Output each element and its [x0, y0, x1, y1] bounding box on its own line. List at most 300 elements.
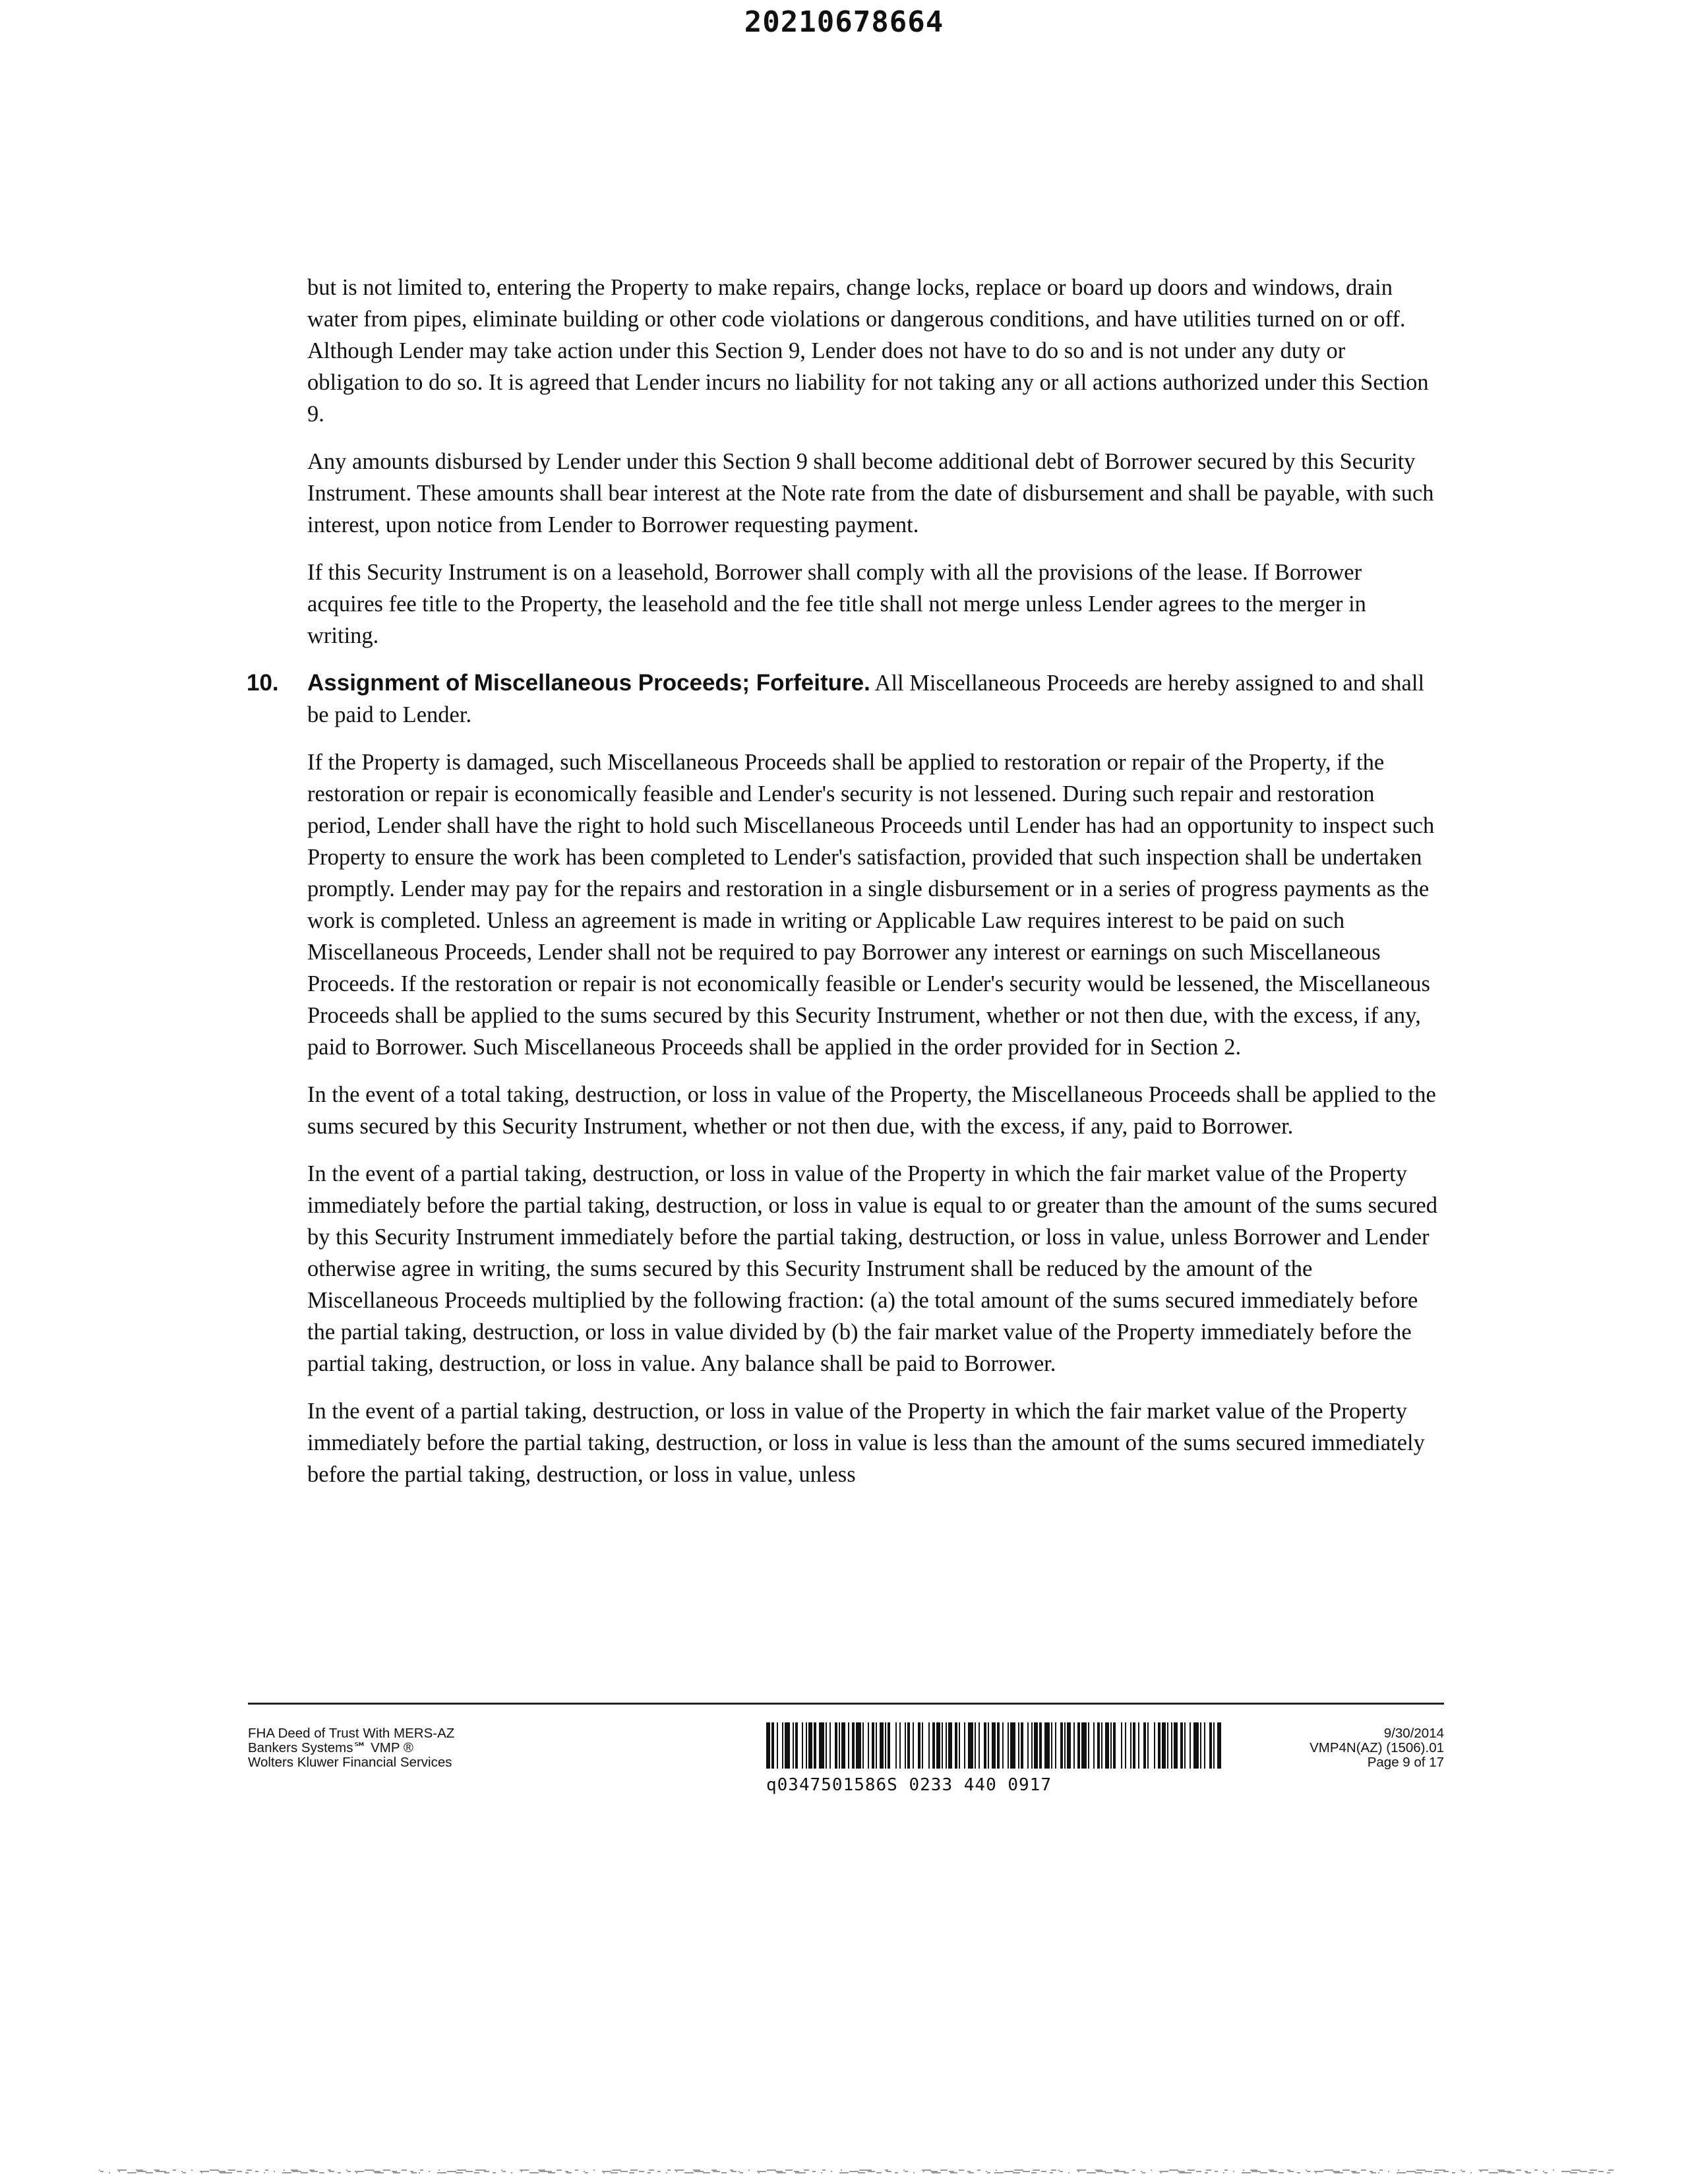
barcode-bar	[1097, 1722, 1100, 1769]
scan-noise-speck	[649, 2169, 654, 2171]
scan-noise-speck	[905, 2171, 908, 2172]
barcode-bar	[1081, 1722, 1087, 1769]
scan-noise-speck	[136, 2169, 143, 2171]
footer-form-title: FHA Deed of Trust With MERS-AZ	[248, 1726, 455, 1741]
scan-noise-speck	[1499, 2171, 1508, 2172]
section-10-number: 10.	[247, 670, 279, 696]
scan-noise-speck	[1087, 2172, 1096, 2173]
scan-noise-speck	[1242, 2172, 1251, 2173]
scan-noise-speck	[255, 2171, 258, 2172]
scan-noise-speck	[913, 2172, 915, 2173]
barcode-bar	[1174, 1722, 1178, 1769]
scan-noise-speck	[375, 2172, 384, 2173]
scan-noise-speck	[996, 2169, 997, 2171]
scan-noise-speck	[1077, 2169, 1086, 2171]
scan-noise-speck	[346, 2169, 347, 2171]
scan-noise-speck	[1580, 2171, 1587, 2172]
barcode-bar	[872, 1722, 874, 1769]
scan-noise-speck	[1371, 2172, 1376, 2173]
scan-noise-speck	[1534, 2169, 1538, 2171]
scan-noise-speck	[657, 2171, 661, 2172]
barcode-bar	[1073, 1722, 1075, 1769]
scan-noise-speck	[456, 2172, 463, 2173]
scan-noise-speck	[932, 2172, 941, 2173]
barcode-bar	[988, 1722, 989, 1769]
scan-noise-speck	[402, 2169, 407, 2171]
scan-noise-speck	[356, 2172, 357, 2173]
scan-noise-speck	[1287, 2169, 1290, 2171]
barcode-bar	[1088, 1722, 1089, 1769]
scan-noise-speck	[292, 2171, 301, 2172]
scan-noise-speck	[684, 2172, 694, 2173]
scan-noise-speck	[309, 2169, 315, 2171]
scan-noise-speck	[484, 2171, 489, 2172]
barcode-bar	[942, 1722, 943, 1769]
scan-noise-speck	[1068, 2172, 1070, 2173]
scan-noise-speck	[666, 2172, 667, 2173]
scan-noise-speck	[620, 2171, 628, 2172]
scan-noise-speck	[565, 2171, 568, 2172]
scan-noise-speck	[794, 2171, 799, 2172]
barcode-bar	[1051, 1722, 1052, 1769]
barcode-bar	[856, 1722, 861, 1769]
scan-noise-speck	[419, 2172, 420, 2173]
scan-noise-speck	[1379, 2169, 1383, 2171]
footer-form-info	[248, 1726, 454, 1770]
scan-noise-speck	[1297, 2172, 1300, 2173]
scan-noise-speck	[611, 2172, 618, 2173]
scan-noise-speck	[1269, 2169, 1274, 2171]
barcode-bar	[885, 1722, 886, 1769]
scan-noise-speck	[1570, 2172, 1577, 2173]
barcode-bar	[1008, 1722, 1009, 1769]
scan-noise-speck	[930, 2171, 938, 2172]
scan-noise-speck	[501, 2169, 502, 2171]
barcode-bar	[852, 1722, 855, 1769]
scan-noise-speck	[127, 2172, 136, 2173]
barcode-bar	[835, 1722, 837, 1769]
barcode-bar	[905, 1722, 906, 1769]
barcode-bar	[862, 1722, 864, 1769]
scan-noise-speck	[1398, 2169, 1399, 2171]
scan-noise-speck	[1114, 2169, 1119, 2171]
barcode-bar	[997, 1722, 1000, 1769]
scan-noise-speck	[355, 2171, 364, 2172]
scan-noise-speck	[1361, 2169, 1366, 2171]
barcode-bar	[814, 1722, 816, 1769]
scan-noise-speck	[538, 2169, 545, 2171]
barcode-bar	[936, 1722, 940, 1769]
scan-noise-speck	[1571, 2169, 1581, 2171]
scan-noise-speck	[1433, 2172, 1439, 2173]
scan-noise-speck	[1561, 2171, 1571, 2172]
scan-noise-speck	[1497, 2169, 1505, 2171]
scan-noise-speck	[1370, 2171, 1373, 2172]
scan-noise-speck	[1470, 2172, 1472, 2173]
scan-noise-speck	[612, 2169, 621, 2171]
scan-noise-speck	[566, 2172, 572, 2173]
scan-noise-speck	[237, 2171, 242, 2172]
scan-noise-speck	[393, 2172, 400, 2173]
scan-noise-speck	[923, 2171, 924, 2172]
barcode-bar	[1093, 1722, 1095, 1769]
scan-noise-speck	[630, 2169, 638, 2171]
scan-noise-speck	[858, 2172, 865, 2173]
barcode-bar	[1027, 1722, 1029, 1769]
scan-noise-speck	[730, 2169, 733, 2171]
scan-noise-speck	[859, 2169, 868, 2171]
scan-noise-speck	[521, 2171, 522, 2172]
barcode-bar	[948, 1722, 952, 1769]
scan-noise-speck	[191, 2169, 193, 2171]
scan-noise-speck	[338, 2172, 341, 2173]
scan-noise-speck	[1378, 2172, 1379, 2173]
scan-noise-speck	[457, 2169, 466, 2171]
scan-noise-speck	[711, 2169, 717, 2171]
scan-noise-speck	[1169, 2169, 1178, 2171]
scan-noise-speck	[1115, 2171, 1122, 2172]
scan-noise-speck	[1406, 2171, 1416, 2172]
footer-form-meta	[1253, 1726, 1444, 1770]
barcode-bar	[795, 1722, 798, 1769]
scan-noise-speck	[969, 2172, 974, 2173]
scan-noise-speck	[629, 2172, 634, 2173]
scan-noise-speck	[109, 2172, 110, 2173]
scan-noise-speck	[1270, 2171, 1277, 2172]
recording-number: 20210678664	[744, 5, 944, 39]
scan-noise-speck	[173, 2169, 176, 2171]
scan-noise-speck	[1553, 2169, 1554, 2171]
barcode-bar	[1158, 1722, 1160, 1769]
scan-noise-speck	[1416, 2169, 1426, 2171]
paragraph-partial-taking-greater: In the event of a partial taking, destruction, or loss in value of the Property in which the fair market value of the Property immediately before the partial taking, destruction, or loss in value is equal to or greater than the amount of the sums secured by this Security Instrument immediately before the partial taking, destruction, or loss in value, unless Borrower and Lender otherwise agree in writing, the sums secured by this Security Instrument shall be reduced by the amount of the Miscellaneous Proceeds multiplied by the following fraction: (a) the total amount of the sums secured immediately before the partial taking, destruction, or loss in value divided by (b) the fair market value of the Property immediately before the partial taking, destruction, or loss in value. Any balance shall be paid to Borrower.	[307, 1161, 1437, 1376]
scan-noise-speck	[994, 2172, 1004, 2173]
scan-edge-noise	[99, 2169, 1615, 2175]
scan-noise-speck	[548, 2172, 555, 2173]
barcode-bar	[1067, 1722, 1071, 1769]
scan-noise-speck	[447, 2171, 456, 2172]
scan-noise-speck	[885, 2169, 888, 2171]
barcode-bar	[1060, 1722, 1063, 1769]
barcode-bar	[1130, 1722, 1131, 1769]
scan-noise-speck	[731, 2171, 737, 2172]
footer-date: 9/30/2014	[1383, 1726, 1444, 1741]
scan-noise-speck	[483, 2169, 486, 2171]
scan-noise-speck	[1608, 2169, 1613, 2171]
scan-noise-speck	[181, 2171, 183, 2172]
scan-noise-speck	[1060, 2171, 1063, 2172]
scan-noise-speck	[1206, 2169, 1211, 2171]
scan-noise-speck	[1196, 2171, 1201, 2172]
scan-noise-speck	[1122, 2171, 1126, 2172]
barcode-bar	[841, 1722, 845, 1769]
barcode-bar	[1018, 1722, 1019, 1769]
scan-noise-speck	[1078, 2171, 1079, 2172]
barcode-bar	[1002, 1722, 1004, 1769]
barcode-bar	[1010, 1722, 1015, 1769]
barcode-bar	[955, 1722, 957, 1769]
scan-noise-speck	[365, 2169, 374, 2171]
scan-noise-speck	[950, 2172, 957, 2173]
barcode-bar	[1101, 1722, 1102, 1769]
scan-noise-speck	[667, 2169, 671, 2171]
scan-noise-speck	[511, 2172, 512, 2173]
scan-noise-speck	[466, 2171, 473, 2172]
scan-noise-speck	[940, 2169, 948, 2171]
scan-noise-speck	[347, 2171, 351, 2172]
scan-noise-speck	[821, 2172, 822, 2173]
barcode-bar	[1209, 1722, 1212, 1769]
barcode-bar	[1200, 1722, 1201, 1769]
scan-noise-speck	[1023, 2171, 1030, 2172]
scan-noise-speck	[245, 2172, 249, 2173]
barcode-bar	[1064, 1722, 1066, 1769]
scan-noise-speck	[1333, 2171, 1340, 2172]
barcode-bar	[1021, 1722, 1023, 1769]
scan-noise-speck	[438, 2169, 440, 2171]
scan-noise-speck	[119, 2171, 120, 2172]
footer-form-code: VMP4N(AZ) (1506).01	[1310, 1740, 1444, 1755]
scan-noise-speck	[1479, 2169, 1488, 2171]
scan-noise-speck	[713, 2171, 720, 2172]
scan-noise-speck	[831, 2171, 832, 2172]
scan-noise-speck	[557, 2169, 562, 2171]
scan-noise-speck	[676, 2171, 677, 2172]
barcode-bar	[1044, 1722, 1050, 1769]
barcode-bar	[819, 1722, 824, 1769]
scan-noise-speck	[777, 2172, 786, 2173]
scan-noise-speck	[1288, 2171, 1294, 2172]
barcode-bar	[1147, 1722, 1149, 1769]
barcode-bar	[766, 1722, 770, 1769]
scan-noise-speck	[903, 2169, 905, 2171]
scan-noise-speck	[117, 2169, 127, 2171]
scan-noise-speck	[986, 2171, 987, 2172]
barcode-bar	[876, 1722, 877, 1769]
scan-noise-speck	[264, 2172, 265, 2173]
scan-noise-speck	[575, 2169, 578, 2171]
barcode-bar	[1171, 1722, 1172, 1769]
scan-noise-speck	[1050, 2172, 1053, 2173]
scan-noise-speck	[738, 2171, 740, 2172]
scan-noise-speck	[1342, 2169, 1350, 2171]
scan-noise-speck	[1151, 2169, 1152, 2171]
barcode-bar	[1204, 1722, 1205, 1769]
scan-noise-speck	[383, 2169, 390, 2171]
scan-noise-speck	[1223, 2172, 1224, 2173]
barcode-bar	[777, 1722, 778, 1769]
scan-noise-speck	[420, 2169, 423, 2171]
scan-noise-speck	[639, 2171, 644, 2172]
scan-noise-speck	[146, 2172, 153, 2173]
paragraph-property-damaged: If the Property is damaged, such Miscellaneous Proceeds shall be applied to restoration or repair of the Property, if the restoration or repair is economically feasible and Lender's security is not lessened. During such repair and restoration period, Lender shall have the right to hold such Miscellaneous Proceeds until Lender has had an opportunity to inspect such Property to ensure the work has been completed to Lender's satisfaction, provided that such inspection shall be undertaken promptly. Lender may pay for the repairs and restoration in a single disbursement or in a series of progress payments as the work is completed. Unless an agreement is made in writing or Applicable Law requires interest to be paid on such Miscellaneous Proceeds, Lender shall not be required to pay Borrower any interest or earnings on such Miscellaneous Proceeds. If the restoration or repair is not economically feasible or Lender's security would be lessened, the Miscellaneous Proceeds shall be applied to the sums secured by this Security Instrument, whether or not then due, with the excess, if any, paid to Borrower. Such Miscellaneous Proceeds shall be applied in the order provided for in Section 2.	[307, 750, 1435, 1060]
scan-noise-speck	[1205, 2172, 1208, 2173]
scan-noise-speck	[1334, 2172, 1343, 2173]
scan-noise-speck	[812, 2171, 816, 2172]
scan-noise-speck	[99, 2169, 100, 2171]
scan-noise-speck	[154, 2169, 160, 2171]
scan-noise-speck	[218, 2171, 226, 2172]
scan-noise-speck	[1179, 2172, 1188, 2173]
scan-noise-speck	[493, 2172, 496, 2173]
scan-noise-speck	[1058, 2169, 1060, 2171]
barcode-bar	[1113, 1722, 1116, 1769]
barcode-bar	[899, 1722, 901, 1769]
barcode-bar	[895, 1722, 897, 1769]
scan-noise-speck	[1105, 2172, 1112, 2173]
barcode-bar	[868, 1722, 869, 1769]
barcode-bar	[839, 1722, 840, 1769]
barcode-bar	[975, 1722, 976, 1769]
barcode-bar	[979, 1722, 980, 1769]
barcode-bar	[907, 1722, 910, 1769]
scan-noise-speck	[1489, 2172, 1498, 2173]
scan-noise-speck	[603, 2172, 605, 2173]
barcode-bar	[913, 1722, 914, 1769]
scan-noise-speck	[1507, 2172, 1515, 2173]
scan-noise-speck	[1260, 2172, 1267, 2173]
scan-noise-speck	[274, 2171, 275, 2172]
scan-noise-speck	[868, 2171, 875, 2172]
scan-noise-speck	[841, 2169, 842, 2171]
barcode-bar	[888, 1722, 890, 1769]
barcode-bar	[1184, 1722, 1186, 1769]
scan-noise-speck	[959, 2169, 964, 2171]
scan-noise-speck	[849, 2171, 859, 2172]
barcode-bar	[992, 1722, 996, 1769]
scan-noise-speck	[1051, 2169, 1056, 2171]
barcode-bar	[946, 1722, 947, 1769]
barcode-bar	[771, 1722, 774, 1769]
scan-noise-speck	[1188, 2169, 1195, 2171]
scan-noise-speck	[839, 2172, 849, 2173]
scan-noise-speck	[584, 2171, 585, 2172]
barcode-bar	[1167, 1722, 1168, 1769]
paragraph-partial-taking-less: In the event of a partial taking, destruction, or loss in value of the Property in which the fair market value of the Property immediately before the partial taking, destruction, or loss in value is less than the amount of the sums secured immediately before the partial taking, destruction, or loss in value, unless	[307, 1399, 1425, 1487]
section-10-heading: Assignment of Miscellaneous Proceeds; Forfeiture.	[307, 670, 870, 696]
scan-noise-speck	[200, 2171, 209, 2172]
footer-publisher: Bankers Systems℠ VMP ®	[248, 1740, 413, 1755]
scan-noise-speck	[1178, 2171, 1185, 2172]
barcode-bar	[785, 1722, 790, 1769]
barcode-image	[766, 1722, 1221, 1779]
barcode-bar	[1193, 1722, 1199, 1769]
barcode-bar	[1180, 1722, 1183, 1769]
scan-noise-speck	[1442, 2169, 1445, 2171]
scan-noise-speck	[329, 2171, 334, 2172]
scan-noise-speck	[156, 2171, 163, 2172]
scan-noise-speck	[539, 2171, 549, 2172]
scan-noise-speck	[100, 2171, 104, 2172]
scan-noise-speck	[886, 2171, 891, 2172]
scan-noise-speck	[410, 2171, 413, 2172]
barcode-bar	[1217, 1722, 1221, 1769]
barcode-bar	[1154, 1722, 1155, 1769]
paragraph-total-taking: In the event of a total taking, destruction, or loss in value of the Property, the Miscellaneous Proceeds shall be applied to the sums secured by this Security Instrument, whether or not then due, with the excess, if any, paid to Borrower.	[307, 1082, 1436, 1139]
scan-noise-speck	[1132, 2169, 1135, 2171]
scan-noise-speck	[1013, 2172, 1020, 2173]
barcode-bar	[1190, 1722, 1191, 1769]
scan-noise-speck	[1215, 2171, 1218, 2172]
scan-noise-speck	[291, 2169, 298, 2171]
scan-noise-speck	[411, 2172, 417, 2173]
scan-noise-speck	[1315, 2172, 1317, 2173]
scan-noise-speck	[1461, 2169, 1462, 2171]
scan-noise-speck	[1250, 2169, 1257, 2171]
scan-noise-speck	[1388, 2171, 1389, 2172]
barcode-bar	[1143, 1722, 1146, 1769]
barcode-bar	[1105, 1722, 1109, 1769]
scan-noise-speck	[1004, 2171, 1013, 2172]
paragraph-amounts-disbursed: Any amounts disbursed by Lender under this Section 9 shall become additional debt of Borrower secured by this Security Instrument. These amounts shall bear interest at the Note rate from the date of disbursement and shall be payable, with such interest, upon notice from Lender to Borrower requesting payment.	[307, 449, 1434, 537]
scan-noise-speck	[475, 2169, 483, 2171]
scan-noise-speck	[922, 2169, 931, 2171]
scan-noise-speck	[675, 2169, 684, 2171]
paragraph-section9-continuation: but is not limited to, entering the Property to make repairs, change locks, replace or board up doors and windows, drain water from pipes, eliminate building or other code violations or dangerous conditions, and have utilities turned on or off. Although Lender may take action under this Section 9, Lender does not have to do so and is not under any duty or obligation to do so. It is agreed that Lender incurs no liability for not taking any or all actions authorized under this Section 9.	[307, 275, 1429, 427]
scan-noise-speck	[311, 2171, 318, 2172]
scan-noise-speck	[977, 2169, 980, 2171]
scan-noise-speck	[319, 2172, 324, 2173]
barcode-bar	[932, 1722, 935, 1769]
scan-noise-speck	[502, 2171, 506, 2172]
scan-noise-speck	[1041, 2171, 1046, 2172]
scan-noise-speck	[1415, 2172, 1422, 2173]
scan-noise-speck	[767, 2169, 776, 2171]
barcode-bar	[806, 1722, 807, 1769]
scan-noise-speck	[693, 2169, 700, 2171]
scan-noise-speck	[1095, 2169, 1102, 2171]
scan-noise-speck	[1314, 2171, 1323, 2172]
scan-noise-speck	[1243, 2169, 1244, 2171]
scan-noise-speck	[949, 2171, 954, 2172]
scan-noise-speck	[210, 2169, 219, 2171]
scan-noise-speck	[1124, 2172, 1129, 2173]
footer-divider	[248, 1703, 1444, 1705]
scan-noise-speck	[876, 2172, 882, 2173]
scan-noise-speck	[1224, 2169, 1228, 2171]
barcode-bar	[1110, 1722, 1112, 1769]
scan-noise-speck	[1031, 2172, 1037, 2173]
scan-noise-speck	[822, 2169, 826, 2171]
scan-noise-speck	[967, 2171, 971, 2172]
scan-noise-speck	[1097, 2171, 1106, 2172]
scan-noise-speck	[520, 2169, 529, 2171]
barcode-bar	[1125, 1722, 1126, 1769]
scan-noise-speck	[987, 2172, 990, 2173]
barcode-bar	[984, 1722, 986, 1769]
barcode-bar	[968, 1722, 973, 1769]
scan-noise-speck	[137, 2171, 146, 2172]
barcode-bar	[808, 1722, 812, 1769]
barcode-bar	[1055, 1722, 1056, 1769]
scan-noise-speck	[593, 2169, 595, 2171]
barcode-bar	[964, 1722, 965, 1769]
scan-noise-speck	[265, 2169, 268, 2171]
scan-noise-speck	[1251, 2171, 1261, 2172]
scan-noise-speck	[1516, 2169, 1521, 2171]
scan-noise-speck	[437, 2172, 446, 2173]
barcode-bar	[793, 1722, 794, 1769]
paragraph-leasehold: If this Security Instrument is on a leasehold, Borrower shall comply with all the provisions of the lease. If Borrower acquires fee title to the Property, the leasehold and the fee title shall not merge unless Lender agrees to the merger in writing.	[307, 560, 1366, 648]
scan-noise-speck	[1590, 2169, 1597, 2171]
scan-noise-speck	[758, 2172, 760, 2173]
scan-noise-speck	[1544, 2172, 1548, 2173]
scan-noise-speck	[301, 2172, 308, 2173]
scan-noise-speck	[282, 2172, 291, 2173]
barcode-bar	[880, 1722, 884, 1769]
scan-noise-speck	[1014, 2169, 1023, 2171]
scan-noise-speck	[721, 2172, 727, 2173]
